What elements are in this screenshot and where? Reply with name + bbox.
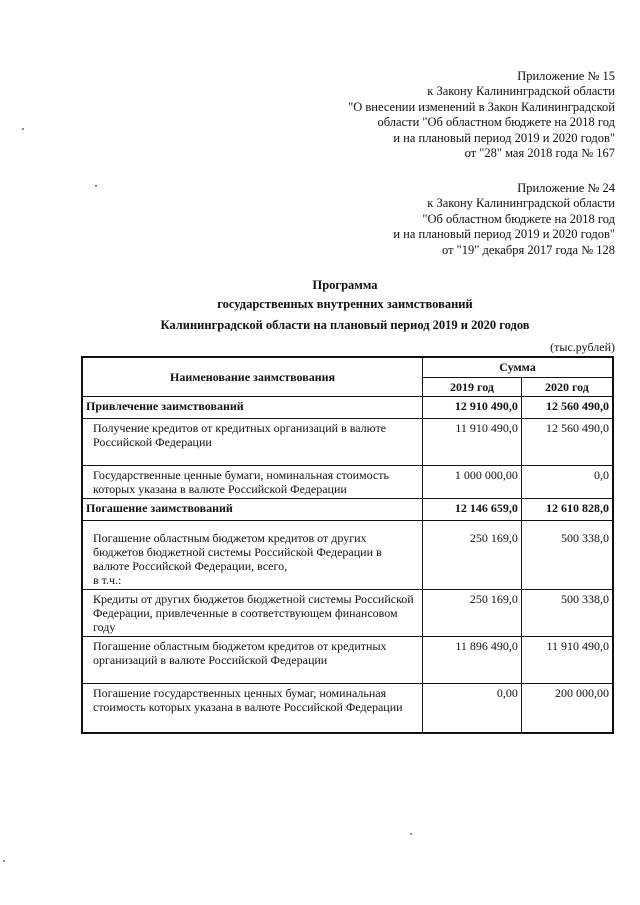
- row-name: Погашение заимствований: [82, 499, 423, 521]
- appendix-24-line: "Об областном бюджете на 2018 год: [422, 211, 615, 226]
- scan-speck: [410, 833, 412, 835]
- appendix-24-line: к Закону Калининградской области: [427, 196, 615, 211]
- row-name-sub: в т.ч.:: [93, 573, 122, 587]
- row-value-2020: 12 560 490,0: [521, 419, 613, 466]
- header-name: Наименование заимствования: [82, 357, 423, 397]
- scan-speck: [3, 860, 5, 862]
- row-value-2019: 0,00: [423, 684, 522, 734]
- row-name: [82, 521, 423, 590]
- row-value-2020: 500 338,0: [521, 590, 613, 637]
- table-row: [82, 419, 613, 466]
- appendix-15-line: от "28" мая 2018 года № 167: [464, 146, 615, 161]
- header-sum: Сумма: [423, 357, 613, 377]
- document-subtitle-period: Калининградской области на плановый период 2019 и 2020 годов: [160, 318, 530, 332]
- row-name: Государственные ценные бумаги, номинальная стоимость которых указана в валюте Российской Федерации: [82, 466, 423, 499]
- row-value-2019: 250 169,0: [423, 521, 522, 590]
- table-row: [82, 521, 613, 590]
- appendix-15-line: "О внесении изменений в Закон Калининградской: [348, 99, 615, 114]
- row-value-2019: 12 146 659,0: [423, 499, 522, 521]
- row-value-2020: 500 338,0: [521, 521, 613, 590]
- row-value-2020: 0,0: [521, 466, 613, 499]
- appendix-24-line: Приложение № 24: [517, 181, 615, 195]
- row-name: Получение кредитов от кредитных организаций в валюте Российской Федерации: [82, 419, 423, 466]
- row-name-text: Погашение областным бюджетом кредитов от других бюджетов бюджетной системы Российской Федерации в валюте Российской Федерации, всего,: [93, 531, 382, 573]
- table-row: [82, 590, 613, 637]
- row-value-2020: 11 910 490,0: [521, 637, 613, 684]
- appendix-24-line: и на плановый период 2019 и 2020 годов": [393, 227, 615, 242]
- appendix-24-line: от "19" декабря 2017 года № 128: [442, 242, 615, 257]
- table-row: [82, 637, 613, 684]
- appendix-24-header: [393, 181, 615, 258]
- table-row: [82, 397, 613, 419]
- scan-speck: [95, 185, 97, 187]
- row-value-2019: 12 910 490,0: [423, 397, 522, 419]
- row-value-2020: 200 000,00: [521, 684, 613, 734]
- row-name: Погашение государственных ценных бумаг, номинальная стоимость которых указана в валюте Российской Федерации: [82, 684, 423, 734]
- appendix-15-line: к Закону Калининградской области: [427, 84, 615, 99]
- row-value-2020: 12 560 490,0: [521, 397, 613, 419]
- document-subtitle: государственных внутренних заимствований: [217, 297, 473, 311]
- row-name: Привлечение заимствований: [82, 397, 423, 419]
- appendix-15-line: области "Об областном бюджете на 2018 год: [377, 115, 615, 130]
- row-name: Кредиты от других бюджетов бюджетной системы Российской Федерации, привлеченные в соответствующем финансовом году: [82, 590, 423, 637]
- appendix-15-line: и на плановый период 2019 и 2020 годов": [393, 130, 615, 145]
- borrowing-table: [81, 356, 614, 734]
- row-name: Погашение областным бюджетом кредитов от кредитных организаций в валюте Российской Федерации: [82, 637, 423, 684]
- units-label: (тыс.рублей): [550, 340, 615, 354]
- appendix-15-header: [348, 69, 615, 161]
- row-value-2019: 250 169,0: [423, 590, 522, 637]
- row-value-2019: 11 896 490,0: [423, 637, 522, 684]
- document-title: Программа: [312, 278, 378, 292]
- header-2020: 2020 год: [521, 377, 613, 397]
- row-value-2019: 1 000 000,00: [423, 466, 522, 499]
- appendix-15-line: Приложение № 15: [517, 69, 615, 83]
- table-row: [82, 466, 613, 499]
- row-value-2020: 12 610 828,0: [521, 499, 613, 521]
- header-2019: 2019 год: [423, 377, 522, 397]
- table-row: [82, 684, 613, 734]
- row-value-2019: 11 910 490,0: [423, 419, 522, 466]
- scan-speck: [22, 128, 24, 130]
- table-row: [82, 499, 613, 521]
